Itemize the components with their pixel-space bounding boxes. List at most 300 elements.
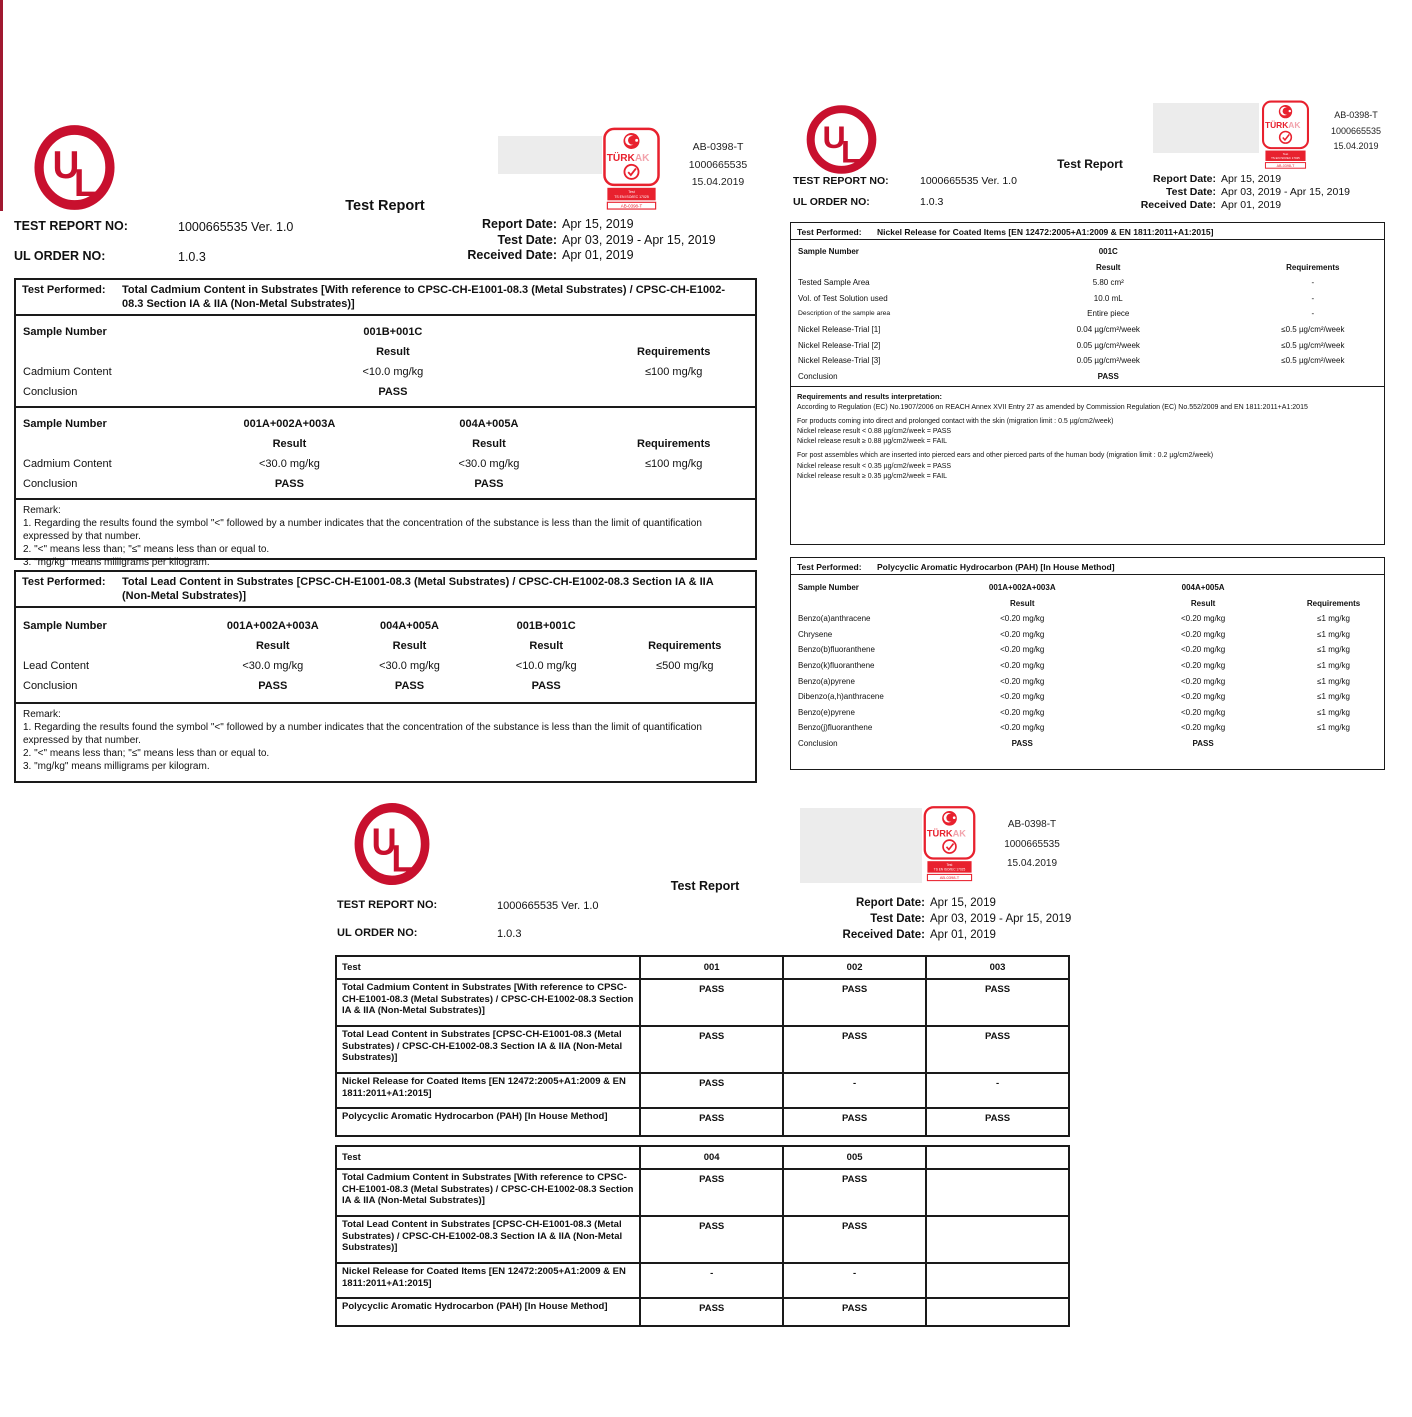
test-performed-name: Polycyclic Aromatic Hydrocarbon (PAH) [In House Method] (877, 562, 1115, 572)
test-date-label: Test Date: (1166, 186, 1216, 199)
table-row (16, 636, 755, 656)
test-column-header: Test (336, 956, 640, 979)
scan-gray-band (800, 808, 922, 883)
turkak-cert-line1: Test (1282, 151, 1289, 156)
accreditation-side-text (676, 139, 760, 192)
table-row (336, 1108, 1069, 1136)
requirement-value: ≤1 mg/kg (1317, 660, 1350, 670)
table-row (791, 244, 1384, 260)
ul-logo-icon (36, 121, 113, 214)
test-performed-label: Test Performed: (797, 562, 862, 572)
ul-logo-letter-l: L (841, 133, 861, 170)
table-row (791, 306, 1384, 322)
interpretation-line: For products coming into direct and prolonged contact with the skin (migration limit : 0.5 µg/cm2/week) (797, 417, 1114, 425)
turkak-accreditation-icon (923, 805, 976, 882)
analyte-label: Benzo(j)fluoranthene (798, 723, 873, 733)
result-value: <0.20 mg/kg (1180, 645, 1226, 655)
result-value: 0.05 µg/cm²/week (1076, 340, 1140, 350)
result-value: <0.20 mg/kg (1180, 692, 1226, 702)
result-header: Result (1096, 262, 1121, 272)
result-cell: PASS (783, 1298, 926, 1326)
result-cell (926, 1216, 1069, 1263)
sample-id: 001A+002A+003A (226, 619, 319, 632)
table-row (16, 322, 755, 342)
turkak-code-text: AB-0398-T (939, 875, 960, 881)
table-row (336, 1073, 1069, 1108)
row-label: Tested Sample Area (798, 278, 870, 288)
test-name: Total Cadmium Content in Substrates [With reference to CPSC-CH-E1001-08.3 (Metal Substrates) / CPSC-CH-E1002-08.3 Section IA & IIA (Non-Metal Substrates)] (336, 979, 640, 1026)
sample-column-header: 004 (640, 1146, 783, 1169)
test-name: Total Cadmium Content in Substrates [With reference to CPSC-CH-E1001-08.3 (Metal Substrates) / CPSC-CH-E1002-08.3 Section IA & IIA (Non-Metal Substrates)] (336, 1169, 640, 1216)
table-row (791, 369, 1384, 385)
result-header: Result (472, 437, 506, 450)
received-date-value: Apr 01, 2019 (930, 928, 996, 941)
row-label: Vol. of Test Solution used (798, 293, 888, 303)
test-performed-name: Total Lead Content in Substrates [CPSC-CH-E1001-08.3 (Metal Substrates) / CPSC-CH-E1002-08.3 Section IA & IIA (Non-Metal Substrates)] (122, 576, 714, 602)
test-performed-header (16, 572, 755, 608)
interpretation-line: Nickel release result ≥ 0.35 µg/cm2/week = FAIL (797, 472, 948, 480)
result-cell: - (640, 1263, 783, 1298)
requirement-value: ≤1 mg/kg (1317, 645, 1350, 655)
result-cell (926, 1263, 1069, 1298)
table-row (336, 1298, 1069, 1326)
sample-id: 001B+001C (516, 619, 576, 632)
accreditation-number: 1000665535 (1330, 125, 1382, 136)
analyte-label: Benzo(b)fluoranthene (798, 645, 875, 655)
analyte-label: Chrysene (798, 629, 833, 639)
test-performed-name: Total Cadmium Content in Substrates [With reference to CPSC-CH-E1001-08.3 (Metal Substrates) / CPSC-CH-E1002-08.3 Section IA & IIA (Non-Metal Substrates)] (122, 284, 725, 310)
requirement-value: ≤1 mg/kg (1317, 629, 1350, 639)
result-cell: PASS (783, 1169, 926, 1216)
requirements-header: Requirements (1286, 262, 1340, 272)
summary-table-001-003 (335, 955, 1070, 1137)
turkak-accreditation-icon (1261, 100, 1310, 169)
report-no-value: 1000665535 Ver. 1.0 (178, 220, 294, 234)
accreditation-date: 15.04.2019 (691, 176, 745, 188)
lead-section (16, 608, 755, 702)
result-header: Result (272, 437, 307, 450)
remark-line: 1. Regarding the results found the symbol "<" followed by a number indicates that the concentration of the substance is less than the limit of quantification expressed by that number. (23, 517, 702, 542)
ul-logo-letter-u: U (371, 819, 397, 863)
test-date-label: Test Date: (870, 912, 925, 925)
requirements-header: Requirements (648, 639, 722, 652)
result-cell (926, 1169, 1069, 1216)
table-row (791, 736, 1384, 752)
requirement-value: ≤1 mg/kg (1317, 692, 1350, 702)
result-header: Result (1010, 598, 1035, 608)
test-name: Nickel Release for Coated Items [EN 12472:2005+A1:2009 & EN 1811:2011+A1:2015] (336, 1073, 640, 1108)
requirement-value: ≤1 mg/kg (1317, 723, 1350, 733)
requirement-value: ≤0.5 µg/cm²/week (1281, 324, 1345, 334)
turkak-wordmark-main: TÜRK (1264, 120, 1289, 131)
test-performed-header (791, 558, 1384, 575)
report-date-value: Apr 15, 2019 (562, 217, 634, 231)
ul-logo-letter-l: L (73, 162, 97, 206)
cadmium-section-2 (16, 406, 755, 498)
result-value: <0.20 mg/kg (1180, 723, 1226, 733)
accreditation-code: AB-0398-T (692, 141, 744, 153)
sample-number-label: Sample Number (798, 247, 859, 256)
received-date-value: Apr 01, 2019 (1221, 199, 1282, 212)
test-date-label: Test Date: (497, 232, 557, 247)
turkak-accreditation-icon (602, 127, 661, 210)
analyte-label: Dibenzo(a,h)anthracene (798, 692, 884, 702)
report-date-label: Report Date: (481, 217, 557, 231)
test-performed-header (791, 223, 1384, 240)
ul-logo-letter-l: L (391, 837, 413, 880)
result-cell: PASS (640, 1216, 783, 1263)
table-row (16, 434, 755, 454)
result-value: <30.0 mg/kg (379, 659, 440, 672)
report-no-value: 1000665535 Ver. 1.0 (920, 175, 1017, 187)
requirements-header: Requirements (1306, 598, 1361, 608)
crescent-star-icon (623, 133, 639, 149)
table-row (791, 642, 1384, 658)
test-performed-label: Test Performed: (22, 284, 106, 296)
turkak-wordmark-main: TÜRK (606, 152, 635, 164)
crescent-star-icon (1279, 105, 1292, 118)
report-no-label: TEST REPORT NO: (337, 899, 438, 911)
table-row (336, 1263, 1069, 1298)
result-value: <0.20 mg/kg (1000, 692, 1045, 702)
result-cell: PASS (640, 1026, 783, 1073)
conclusion-value: PASS (474, 477, 504, 490)
report-date-label: Report Date: (855, 897, 925, 909)
table-row (16, 362, 755, 382)
test-name: Total Lead Content in Substrates [CPSC-CH-E1001-08.3 (Metal Substrates) / CPSC-CH-E1002-08.3 Section IA & IIA (Non-Metal Substrates)] (336, 1216, 640, 1263)
received-date-label: Received Date: (467, 248, 557, 263)
analyte-label: Benzo(k)fluoranthene (798, 660, 875, 670)
sample-column-header: 001 (640, 956, 783, 979)
ul-logo-icon (356, 799, 428, 889)
sample-column-header (926, 1146, 1069, 1169)
table-row (791, 260, 1384, 276)
requirement-value: ≤100 mg/kg (644, 365, 703, 378)
page-title: Test Report (345, 198, 425, 214)
result-header: Result (255, 639, 290, 652)
nickel-section (791, 240, 1384, 386)
report-date-label: Report Date: (1152, 173, 1216, 185)
result-value: 0.05 µg/cm²/week (1076, 356, 1140, 366)
result-value: <0.20 mg/kg (1000, 723, 1045, 733)
result-value: <30.0 mg/kg (458, 457, 520, 470)
conclusion-value: PASS (378, 385, 408, 398)
requirement-value: ≤1 mg/kg (1317, 707, 1350, 717)
result-cell: - (783, 1073, 926, 1108)
requirement-value: ≤500 mg/kg (656, 659, 714, 672)
remark-block (16, 702, 755, 774)
requirement-value: ≤0.5 µg/cm²/week (1281, 356, 1345, 366)
interpretation-line: Nickel release result ≥ 0.88 µg/cm2/week = FAIL (797, 438, 948, 446)
pah-section (791, 575, 1384, 754)
accreditation-number: 1000665535 (1004, 838, 1060, 850)
result-value: 10.0 mL (1093, 293, 1123, 303)
analyte-label: Cadmium Content (23, 365, 112, 378)
ul-logo-letter-u: U (822, 119, 846, 155)
page-2 (790, 95, 1387, 785)
test-performed-header (16, 280, 755, 316)
table-header-row (336, 1146, 1069, 1169)
table-row (791, 627, 1384, 643)
ul-logo-icon (808, 102, 875, 177)
table-row (16, 454, 755, 474)
analyte-label: Benzo(a)pyrene (798, 676, 855, 686)
turkak-cert-line2: TS EN ISO/IEC 17025 (933, 867, 966, 872)
result-value: <0.20 mg/kg (1180, 676, 1226, 686)
report-date-value: Apr 15, 2019 (1221, 173, 1282, 185)
turkak-wordmark-main: TÜRK (926, 828, 953, 839)
row-label: Nickel Release-Trial [2] (798, 340, 881, 350)
order-no-value: 1.0.3 (920, 196, 944, 208)
result-value: <0.20 mg/kg (1180, 707, 1226, 717)
test-name: Nickel Release for Coated Items [EN 12472:2005+A1:2009 & EN 1811:2011+A1:2015] (336, 1263, 640, 1298)
turkak-code-text: AB-0398-T (620, 203, 643, 209)
order-no-value: 1.0.3 (178, 250, 206, 264)
pah-test-table (790, 557, 1385, 770)
analyte-label: Cadmium Content (23, 457, 112, 470)
report-no-label: TEST REPORT NO: (793, 175, 889, 187)
conclusion-label: Conclusion (23, 477, 78, 490)
interpretation-heading: Requirements and results interpretation: (797, 392, 943, 402)
test-date-value: Apr 03, 2019 - Apr 15, 2019 (930, 912, 1072, 925)
sample-column-header: 005 (783, 1146, 926, 1169)
remark-line: 3. "mg/kg" means milligrams per kilogram. (23, 761, 210, 773)
remark-line: 3. "mg/kg" means milligrams per kilogram. (23, 557, 210, 569)
result-cell: PASS (640, 979, 783, 1026)
order-no-label: UL ORDER NO: (793, 196, 870, 208)
sample-id: 004A+005A (379, 619, 439, 632)
result-value: Entire piece (1087, 309, 1130, 319)
conclusion-label: Conclusion (23, 679, 78, 692)
conclusion-label: Conclusion (798, 738, 838, 748)
conclusion-value: PASS (1192, 738, 1214, 748)
report-no-label: TEST REPORT NO: (14, 219, 128, 233)
conclusion-value: PASS (274, 477, 304, 490)
conclusion-value: PASS (394, 679, 425, 692)
analyte-label: Benzo(e)pyrene (798, 707, 855, 717)
scan-gray-band (1153, 103, 1259, 153)
turkak-wordmark-sub: AK (634, 152, 650, 164)
table-row (791, 353, 1384, 369)
interpretation-line: According to Regulation (EC) No.1907/2006 on REACH Annex XVII Entry 27 as amended by Commission Regulation (EC) No.552/2009 and EN 1811:2011+A1:2015 (797, 403, 1308, 411)
test-date-value: Apr 03, 2019 - Apr 15, 2019 (562, 232, 716, 247)
conclusion-value: PASS (531, 679, 561, 692)
received-date-label: Received Date: (1140, 199, 1216, 212)
requirement-value: - (1311, 309, 1315, 319)
table-row (16, 656, 755, 676)
page-1 (0, 0, 775, 795)
remark-block (16, 498, 755, 570)
report-dates (725, 896, 1071, 943)
table-row (791, 596, 1384, 612)
remark-line: 2. "<" means less than; "≤" means less than or equal to. (23, 544, 270, 556)
conclusion-label: Conclusion (23, 385, 78, 398)
table-header-row (336, 956, 1069, 979)
table-row (791, 338, 1384, 354)
result-value: <0.20 mg/kg (1000, 614, 1045, 624)
result-cell: PASS (783, 1108, 926, 1136)
table-row (791, 720, 1384, 736)
page-title: Test Report (1057, 157, 1123, 171)
table-row (336, 1216, 1069, 1263)
requirement-value: ≤1 mg/kg (1317, 614, 1350, 624)
accreditation-side-text (990, 815, 1074, 874)
sample-id: 001C (1098, 247, 1118, 256)
result-cell: PASS (926, 1108, 1069, 1136)
test-name: Polycyclic Aromatic Hydrocarbon (PAH) [In House Method] (336, 1108, 640, 1136)
sample-id: 001B+001C (363, 325, 423, 338)
interpretation-line: Nickel release result < 0.35 µg/cm2/week = PASS (797, 462, 952, 470)
page-title: Test Report (670, 879, 740, 893)
result-value: 0.04 µg/cm²/week (1076, 324, 1140, 334)
table-row (16, 474, 755, 494)
nickel-release-table (790, 222, 1385, 545)
remark-line: 2. "<" means less than; "≤" means less than or equal to. (23, 748, 270, 760)
result-header: Result (1190, 598, 1216, 608)
result-value: <30.0 mg/kg (242, 659, 304, 672)
accreditation-date: 15.04.2019 (1006, 858, 1058, 869)
turkak-cert-line1: Test (628, 189, 635, 194)
result-cell: - (926, 1073, 1069, 1108)
received-date-label: Received Date: (842, 928, 925, 941)
result-header: Result (392, 639, 427, 652)
turkak-cert-line1: Test (946, 862, 953, 867)
table-row (791, 291, 1384, 307)
table-row (791, 275, 1384, 291)
result-cell: PASS (783, 1216, 926, 1263)
table-row (336, 1026, 1069, 1073)
turkak-code-text: AB-0398-T (1276, 163, 1295, 168)
sample-id: 004A+005A (1181, 583, 1225, 592)
result-cell: PASS (783, 1026, 926, 1073)
test-name: Polycyclic Aromatic Hydrocarbon (PAH) [In House Method] (336, 1298, 640, 1326)
conclusion-value: PASS (258, 679, 288, 692)
turkak-cert-line2: TS EN ISO/IEC 17025 (614, 195, 649, 200)
table-row (16, 382, 755, 402)
test-performed-label: Test Performed: (22, 576, 106, 588)
accreditation-side-text (1320, 108, 1392, 155)
accreditation-number: 1000665535 (688, 158, 748, 171)
result-value: <30.0 mg/kg (259, 457, 320, 470)
cadmium-test-table (14, 278, 757, 569)
result-value: <10.0 mg/kg (362, 365, 424, 378)
requirement-value: ≤0.5 µg/cm²/week (1281, 340, 1345, 350)
table-row (791, 322, 1384, 338)
table-row (791, 674, 1384, 690)
ul-logo-letter-u: U (52, 144, 80, 188)
table-row (16, 342, 755, 362)
remark-heading: Remark: (23, 708, 61, 720)
turkak-cert-line2: TS EN ISO/IEC 17025 (1271, 156, 1300, 161)
test-performed-label: Test Performed: (797, 227, 862, 237)
accreditation-code: AB-0398-T (1007, 819, 1057, 830)
requirement-value: ≤100 mg/kg (644, 457, 703, 470)
result-header: Result (529, 639, 563, 652)
interpretation-line: For post assembles which are inserted into pierced ears and other pierced parts of the human body (migration limit : 0.2 µg/cm2/week) (797, 452, 1214, 460)
report-date-value: Apr 15, 2019 (930, 897, 996, 909)
analyte-label: Lead Content (23, 659, 90, 672)
interpretation-line: Nickel release result < 0.88 µg/cm2/week = PASS (797, 427, 952, 435)
table-row (791, 689, 1384, 705)
remark-heading: Remark: (23, 504, 61, 516)
order-no-value: 1.0.3 (497, 928, 522, 940)
result-value: <0.20 mg/kg (1180, 629, 1226, 639)
test-performed-name: Nickel Release for Coated Items [EN 12472:2005+A1:2009 & EN 1811:2011+A1:2015] (877, 227, 1214, 237)
sample-number-label: Sample Number (798, 583, 859, 592)
test-name: Total Lead Content in Substrates [CPSC-CH-E1001-08.3 (Metal Substrates) / CPSC-CH-E1002-08.3 Section IA & IIA (Non-Metal Substrates)] (336, 1026, 640, 1073)
order-no-label: UL ORDER NO: (14, 249, 106, 263)
scan-gray-band (498, 136, 602, 174)
lead-test-table (14, 570, 757, 783)
remark-line: 1. Regarding the results found the symbol "<" followed by a number indicates that the concentration of the substance is less than the limit of quantification expressed by that number. (23, 721, 702, 746)
accreditation-code: AB-0398-T (1334, 110, 1378, 120)
summary-table-004-005 (335, 1145, 1070, 1327)
result-value: <0.20 mg/kg (1000, 645, 1045, 655)
requirements-header: Requirements (637, 345, 711, 358)
result-value: <0.20 mg/kg (1000, 676, 1045, 686)
conclusion-value: PASS (1011, 738, 1033, 748)
result-cell: PASS (926, 979, 1069, 1026)
report-dates (1076, 173, 1350, 213)
cadmium-section-1 (16, 316, 755, 406)
analyte-label: Benzo(a)anthracene (798, 614, 871, 624)
row-label: Description of the sample area (798, 310, 891, 318)
result-cell (926, 1298, 1069, 1326)
result-value: <0.20 mg/kg (1000, 629, 1045, 639)
result-cell: PASS (640, 1073, 783, 1108)
order-no-label: UL ORDER NO: (337, 927, 418, 939)
table-row (791, 705, 1384, 721)
turkak-wordmark-sub: AK (1288, 120, 1301, 131)
test-date-value: Apr 03, 2019 - Apr 15, 2019 (1221, 186, 1351, 199)
table-row (336, 979, 1069, 1026)
turkak-wordmark-sub: AK (952, 828, 966, 839)
result-value: <0.20 mg/kg (1000, 707, 1045, 717)
table-row (16, 616, 755, 636)
result-value: <10.0 mg/kg (515, 659, 577, 672)
result-value: 5.80 cm² (1092, 278, 1124, 288)
received-date-value: Apr 01, 2019 (562, 248, 634, 263)
result-cell: PASS (926, 1026, 1069, 1073)
sample-column-header: 003 (926, 956, 1069, 979)
row-label: Nickel Release-Trial [3] (798, 356, 881, 366)
requirement-value: - (1311, 278, 1315, 288)
sample-number-label: Sample Number (23, 417, 107, 430)
report-dates (395, 217, 716, 264)
requirement-value: - (1311, 293, 1315, 303)
sample-id: 001A+002A+003A (243, 417, 336, 430)
requirements-header: Requirements (637, 437, 711, 450)
crescent-star-icon (942, 811, 957, 826)
result-cell: PASS (640, 1169, 783, 1216)
sample-id: 004A+005A (459, 417, 519, 430)
result-cell: PASS (640, 1108, 783, 1136)
result-value: <0.20 mg/kg (1000, 660, 1045, 670)
requirement-value: ≤1 mg/kg (1317, 676, 1350, 686)
page-3 (335, 795, 1072, 1335)
table-row (791, 658, 1384, 674)
sample-column-header: 002 (783, 956, 926, 979)
test-column-header: Test (336, 1146, 640, 1169)
result-cell: - (783, 1263, 926, 1298)
conclusion-label: Conclusion (798, 371, 838, 381)
table-row (16, 676, 755, 696)
table-row (16, 414, 755, 434)
table-row (791, 580, 1384, 596)
sample-number-label: Sample Number (23, 619, 107, 632)
row-label: Nickel Release-Trial [1] (798, 324, 881, 334)
conclusion-value: PASS (1097, 371, 1119, 381)
